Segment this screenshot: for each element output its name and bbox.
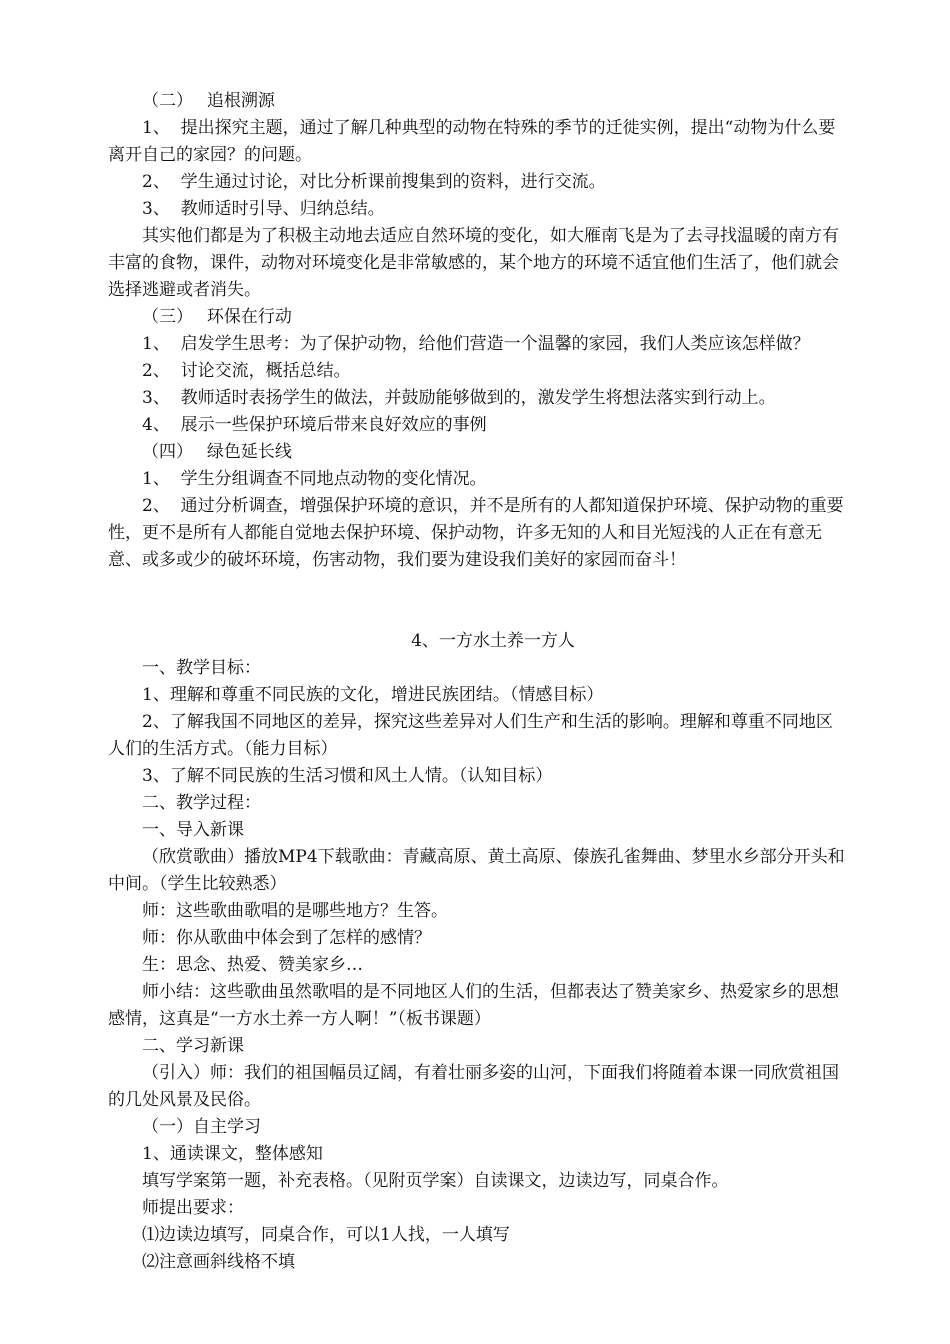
paragraph: 4、 展示一些保护环境后带来良好效应的事例 [142,415,487,435]
paragraph: 1、 提出探究主题，通过了解几种典型的动物在特殊的季节的迁徙实例，提出“动物为什么要离开自己的家园？的问题。 [108,118,836,165]
lesson-title: 4、一方水土养一方人 [411,631,575,651]
requirement-item: ⑵注意画斜线格不填 [142,1252,295,1272]
goal-item: 1、理解和尊重不同民族的文化，增进民族团结。（情感目标） [142,685,604,705]
goals-heading: 一、教学目标： [142,658,261,678]
paragraph: 填写学案第一题，补充表格。（见附页学案）自读课文，边读边写，同桌合作。 [142,1171,729,1191]
paragraph: 1、 启发学生思考：为了保护动物，给他们营造一个温馨的家园，我们人类应该怎样做？ [142,334,810,354]
document-page [108,88,848,1276]
dialogue-line: 生：思念、热爱、赞美家乡… [142,955,363,975]
section-heading-green-extension: （四） 绿色延长线 [142,442,292,462]
section-heading-environment-action: （三） 环保在行动 [142,307,292,327]
paragraph: （欣赏歌曲）播放MP4下载歌曲：青藏高原、黄土高原、傣族孔雀舞曲、梦里水乡部分开头和中间。（学生比较熟悉） [108,847,845,894]
self-study-heading: （一）自主学习 [142,1117,261,1137]
intro-heading: 一、导入新课 [142,820,244,840]
dialogue-line: 师：你从歌曲中体会到了怎样的感情？ [142,928,431,948]
paragraph: 2、 学生通过讨论，对比分析课前搜集到的资料，进行交流。 [142,172,606,192]
paragraph: 1、 学生分组调查不同地点动物的变化情况。 [142,469,487,489]
paragraph: 3、 教师适时引导、归纳总结。 [142,199,385,219]
paragraph: （引入）师：我们的祖国幅员辽阔，有着壮丽多姿的山河，下面我们将随着本课一同欣赏祖国的几处风景及民俗。 [108,1063,839,1110]
goal-item: 3、了解不同民族的生活习惯和风土人情。（认知目标） [142,766,553,786]
paragraph: 3、 教师适时表扬学生的做法，并鼓励能够做到的，激发学生将想法落实到行动上。 [142,388,776,408]
paragraph: 1、通读课文，整体感知 [142,1144,323,1164]
process-heading: 二、教学过程： [142,793,261,813]
paragraph: 2、 通过分析调查，增强保护环境的意识，并不是所有的人都知道保护环境、保护动物的重要性，更不是所有人都能自觉地去保护环境、保护动物，许多无知的人和目光短浅的人正在有意无意、或多或少的破坏环境，伤害动物，我们要为建设我们美好的家园而奋斗！ [108,496,844,570]
section-spacer [108,574,848,628]
learn-heading: 二、学习新课 [142,1036,244,1056]
dialogue-line: 师：这些歌曲歌唱的是哪些地方？生答。 [142,901,448,921]
section-heading-trace-origin: （二） 追根溯源 [142,91,275,111]
paragraph: 师小结：这些歌曲虽然歌唱的是不同地区人们的生活，但都表达了赞美家乡、热爱家乡的思想感情，这真是“一方水土养一方人啊！”（板书课题） [108,982,839,1029]
requirement-item: ⑴边读边填写，同桌合作，可以1人找，一人填写 [142,1225,510,1245]
paragraph: 师提出要求： [142,1198,244,1218]
paragraph: 其实他们都是为了积极主动地去适应自然环境的变化，如大雁南飞是为了去寻找温暖的南方有丰富的食物，课件，动物对环境变化是非常敏感的，某个地方的环境不适宜他们生活了，他们就会选择逃避或者消失。 [108,226,839,300]
goal-item: 2、了解我国不同地区的差异，探究这些差异对人们生产和生活的影响。理解和尊重不同地区人们的生活方式。（能力目标） [108,712,833,759]
paragraph: 2、 讨论交流，概括总结。 [142,361,351,381]
